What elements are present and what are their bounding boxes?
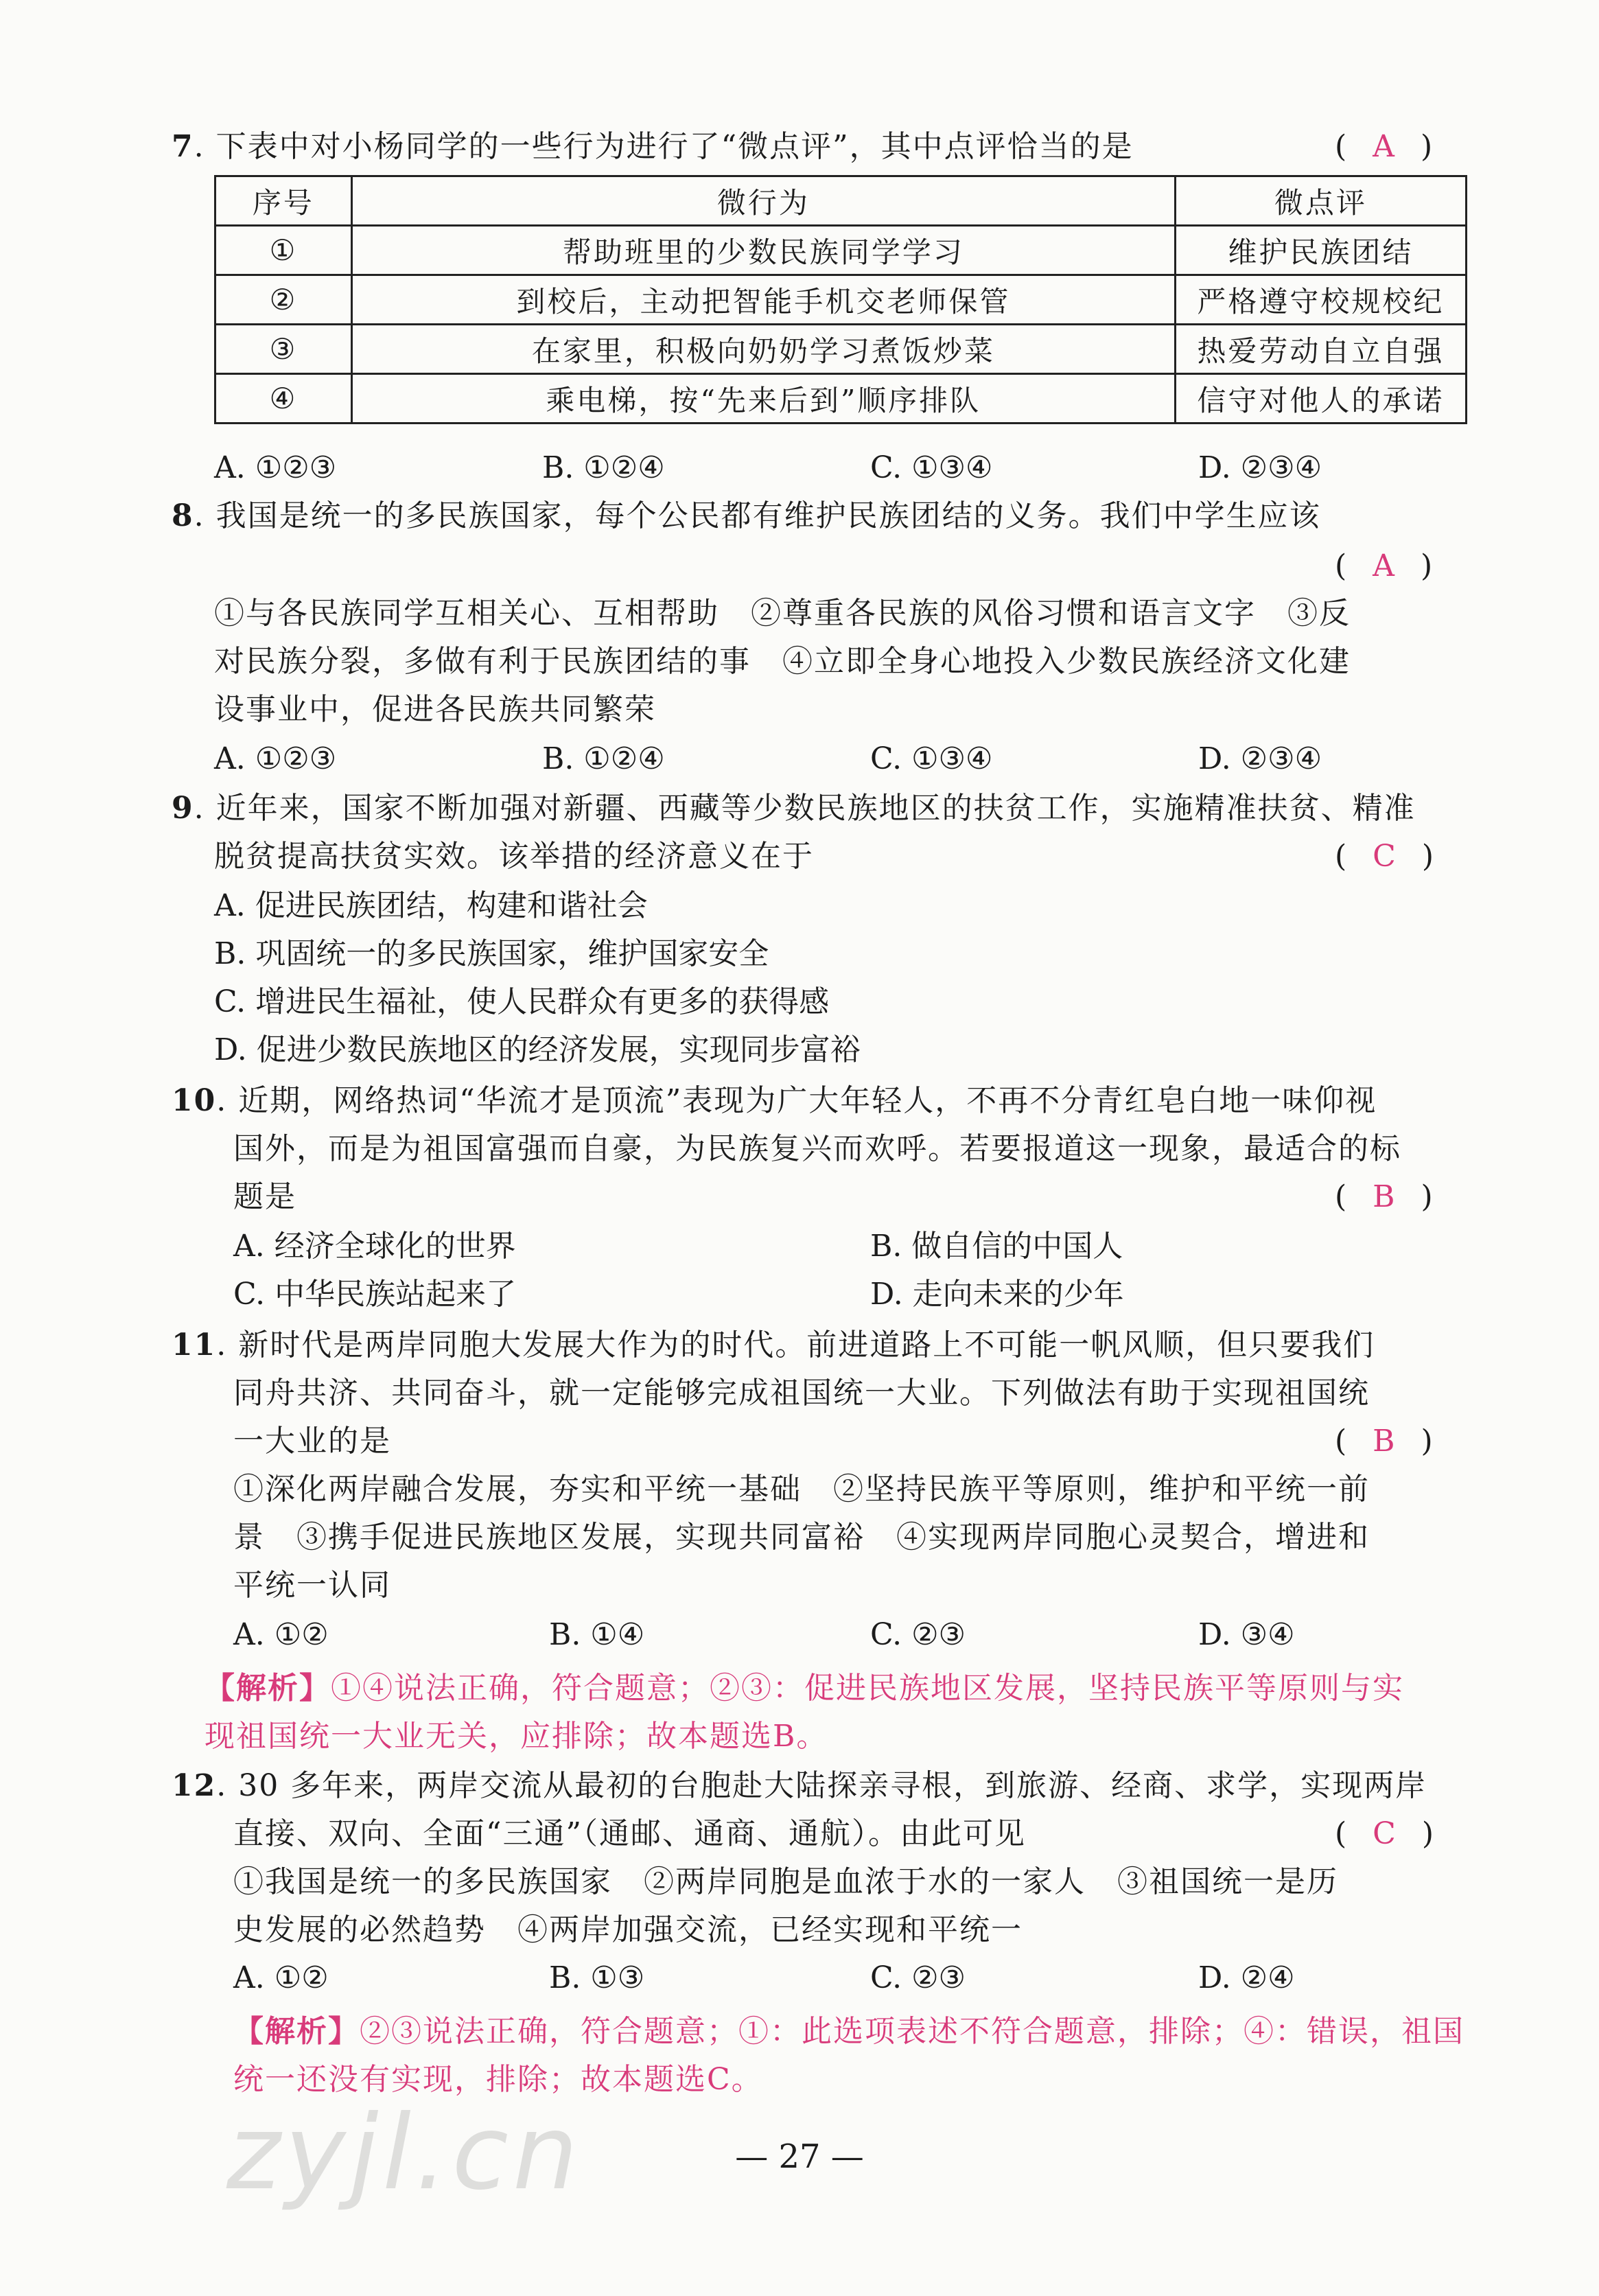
table-cell: ② (215, 275, 352, 325)
q7-option-c: C. ①③④ (870, 450, 993, 485)
watermark-logo: zyjl.cn (226, 2094, 583, 2213)
q12-statement-line: ①我国是统一的多民族国家 ②两岸同胞是血浓于水的一家人 ③祖国统一是历 (233, 1864, 1338, 1899)
table-row (215, 275, 1467, 325)
q10-stem-line: 国外，而是为祖国富强而自豪，为民族复兴而欢呼。若要报道这一现象，最适合的标 (233, 1131, 1401, 1166)
q8-option-c: C. ①③④ (870, 741, 993, 776)
q11-option-b: B. ①④ (549, 1617, 645, 1652)
q8-stem: 8. 我国是统一的多民族国家，每个公民都有维护民族团结的义务。我们中学生应该 (172, 498, 1321, 533)
table-cell: ① (215, 226, 352, 275)
q10-stem-line: 题是 (233, 1179, 296, 1214)
table-cell: 信守对他人的承诺 (1175, 374, 1466, 424)
q9-option-d: D. 促进少数民族地区的经济发展，实现同步富裕 (214, 1032, 861, 1067)
table-header-row (215, 176, 1467, 226)
q8-statement-line: 设事业中，促进各民族共同繁荣 (214, 692, 656, 727)
q12-answer: ( C ) (1335, 1816, 1434, 1851)
q10-option-d: D. 走向未来的少年 (870, 1277, 1124, 1312)
table-row (215, 374, 1467, 424)
q12-stem-line: 直接、双向、全面“三通”（通邮、通商、通航）。由此可见 (233, 1816, 1026, 1851)
q11-analysis: 【解析】①④说法正确，符合题意；②③：促进民族地区发展，坚持民族平等原则与实 (205, 1671, 1404, 1706)
q11-statement-line: 景 ③携手促进民族地区发展，实现共同富裕 ④实现两岸同胞心灵契合，增进和 (233, 1520, 1370, 1555)
q10-option-b: B. 做自信的中国人 (870, 1229, 1123, 1264)
q8-option-b: B. ①②④ (542, 741, 665, 776)
table-row (215, 226, 1467, 275)
table-header-cell: 序号 (215, 176, 352, 226)
q7-option-a: A. ①②③ (214, 450, 337, 485)
q8-statement-line: ①与各民族同学互相关心、互相帮助 ②尊重各民族的风俗习惯和语言文字 ③反 (214, 596, 1351, 631)
q9-stem: 9. 近年来，国家不断加强对新疆、西藏等少数民族地区的扶贫工作，实施精准扶贫、精准 (172, 791, 1416, 826)
table-cell: 严格遵守校规校纪 (1175, 275, 1466, 325)
q10-stem: 10. 近期，网络热词“华流才是顶流”表现为广大年轻人，不再不分青红皂白地一味仰视 (172, 1083, 1377, 1118)
table-cell: 热爱劳动自立自强 (1175, 325, 1466, 374)
q9-stem-line: 脱贫提高扶贫实效。该举措的经济意义在于 (214, 839, 814, 874)
q12-option-c: C. ②③ (870, 1960, 966, 1995)
q11-analysis-line: 现祖国统一大业无关，应排除；故本题选B。 (205, 1719, 828, 1754)
table-header-cell: 微点评 (1175, 176, 1466, 226)
q12-option-b: B. ①③ (549, 1960, 645, 1995)
q9-option-b: B. 巩固统一的多民族国家，维护国家安全 (214, 936, 769, 971)
q10-answer: ( B ) (1335, 1179, 1433, 1214)
q9-answer: ( C ) (1335, 839, 1434, 874)
q10-option-c: C. 中华民族站起来了 (233, 1277, 517, 1312)
q12-analysis: 【解析】②③说法正确，符合题意；①：此选项表述不符合题意，排除；④：错误，祖国 (233, 2014, 1464, 2049)
table-cell: 乘电梯，按“先来后到”顺序排队 (351, 374, 1175, 424)
q12-analysis-line: 统一还没有实现，排除；故本题选C。 (233, 2062, 763, 2097)
q12-stem: 12. 30 多年来，两岸交流从最初的台胞赴大陆探亲寻根，到旅游、经商、求学，实现两岸 (172, 1768, 1427, 1803)
q8-option-a: A. ①②③ (214, 741, 337, 776)
q11-statement-line: 平统一认同 (233, 1568, 391, 1603)
q8-option-d: D. ②③④ (1198, 741, 1322, 776)
q7-answer: ( A ) (1335, 129, 1433, 164)
q11-stem-line: 一大业的是 (233, 1424, 391, 1459)
q12-statement-line: 史发展的必然趋势 ④两岸加强交流，已经实现和平统一 (233, 1912, 1023, 1947)
table-header-cell: 微行为 (351, 176, 1175, 226)
table-cell: ③ (215, 325, 352, 374)
q8-statement-line: 对民族分裂，多做有利于民族团结的事 ④立即全身心地投入少数民族经济文化建 (214, 644, 1351, 679)
q11-option-c: C. ②③ (870, 1617, 966, 1652)
q12-option-d: D. ②④ (1198, 1960, 1295, 1995)
q7-option-d: D. ②③④ (1198, 450, 1322, 485)
q11-statement-line: ①深化两岸融合发展，夯实和平统一基础 ②坚持民族平等原则，维护和平统一前 (233, 1472, 1370, 1507)
table-cell: 维护民族团结 (1175, 226, 1466, 275)
q10-option-a: A. 经济全球化的世界 (233, 1229, 516, 1264)
q7-option-b: B. ①②④ (542, 450, 665, 485)
q7-table (214, 175, 1467, 424)
q11-option-a: A. ①② (233, 1617, 329, 1652)
q11-stem: 11. 新时代是两岸同胞大发展大作为的时代。前进道路上不可能一帆风顺，但只要我们 (172, 1327, 1375, 1362)
q9-option-c: C. 增进民生福祉，使人民群众有更多的获得感 (214, 984, 830, 1019)
table-cell: 到校后，主动把智能手机交老师保管 (351, 275, 1175, 325)
table-row (215, 325, 1467, 374)
q7-stem: 7. 下表中对小杨同学的一些行为进行了“微点评”，其中点评恰当的是 (172, 129, 1134, 164)
q11-stem-line: 同舟共济、共同奋斗，就一定能够完成祖国统一大业。下列做法有助于实现祖国统 (233, 1376, 1370, 1411)
table-cell: 在家里，积极向奶奶学习煮饭炒菜 (351, 325, 1175, 374)
q8-answer: ( A ) (1335, 548, 1433, 583)
q11-option-d: D. ③④ (1198, 1617, 1295, 1652)
table-cell: ④ (215, 374, 352, 424)
q9-option-a: A. 促进民族团结，构建和谐社会 (214, 888, 648, 923)
table-cell: 帮助班里的少数民族同学学习 (351, 226, 1175, 275)
page-number: — 27 — (735, 2137, 864, 2176)
q11-answer: ( B ) (1335, 1424, 1433, 1459)
q12-option-a: A. ①② (233, 1960, 329, 1995)
